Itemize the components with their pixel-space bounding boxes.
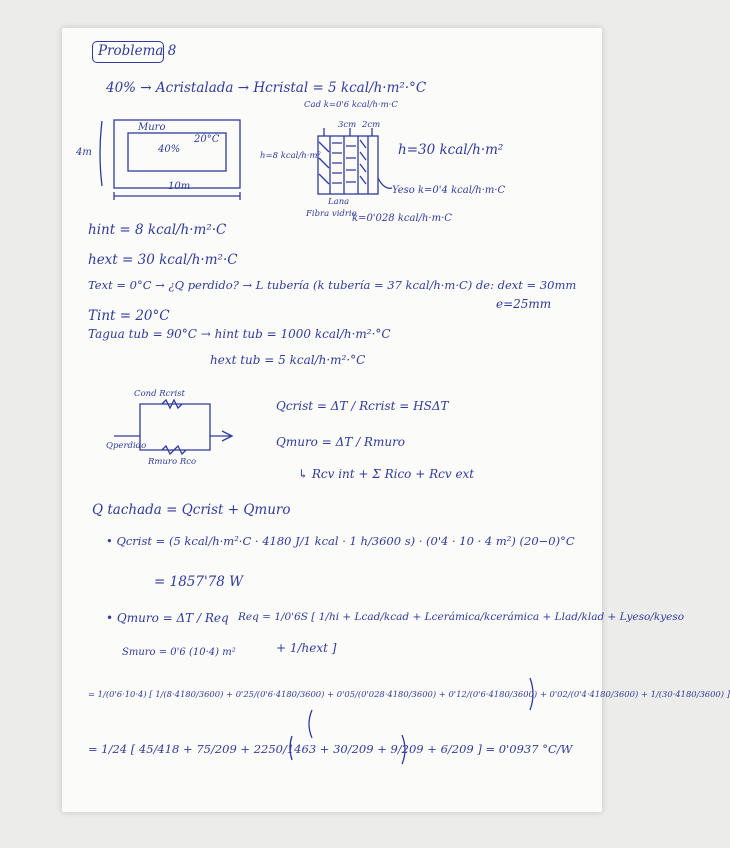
sketch-muro-label: Muro [138, 122, 166, 133]
notebook-page [62, 28, 730, 812]
req-line: Req = 1/0'6S [ 1/hi + Lcad/kcad + Lcerámica/kcerámica + Llad/klad + Lyeso/kyeso [238, 611, 685, 623]
hext-line: hext = 30 kcal/h·m²·C [88, 252, 238, 268]
wall-hi-label: h=8 kcal/h·m² [260, 151, 321, 161]
qmuro-equation: Qmuro = ΔT / Rmuro [276, 435, 406, 449]
hint-line: hint = 8 kcal/h·m²·C [88, 222, 227, 238]
wall-lana-label: Lana [328, 197, 350, 207]
e-line: e=25mm [496, 297, 552, 311]
line-acristalada: 40% → Acristalada → Hcristal = 5 kcal/h·m²·°C [106, 80, 427, 96]
qmuro-calc: • Qmuro = ΔT / Req [106, 611, 229, 625]
req-result: = 1/24 [ 45/418 + 75/209 + 2250/1463 + 30/209 + 9/209 + 6/209 ] = 0'0937 °C/W [88, 742, 573, 756]
qtotal-line: Q tachada = Qcrist + Qmuro [92, 502, 291, 518]
req-line-2: + 1/hext ] [276, 641, 337, 655]
wall-fibra-label: Fibra vidrio [306, 209, 357, 219]
smuro-line: Smuro = 0'6 (10·4) m² [122, 647, 236, 658]
sketch-20c-label: 20°C [194, 134, 220, 145]
sketch-4m-label: 4m [76, 147, 92, 158]
qcrist-equation: Qcrist = ΔT / Rcrist = HSΔT [276, 399, 449, 413]
text-line: Text = 0°C → ¿Q perdido? → L tubería (k tubería = 37 kcal/h·m·C) de: dext = 30mm [88, 278, 577, 292]
wall-2cm-label: 2cm [362, 120, 381, 130]
wall-3cm-label: 3cm [338, 120, 357, 130]
req-numeric: = 1/(0'6·10·4) [ 1/(8·4180/3600) + 0'25/(0'6·4180/3600) + 0'05/(0'028·4180/3600) + 0'12/(0'6·4180/3600) + 0'02/(0'4·4180/3600) + 1/(30·4180/3600) ] [88, 689, 730, 699]
wall-he-label: h=30 kcal/h·m² [398, 142, 504, 158]
qcrist-value: = 1857'78 W [154, 574, 244, 590]
wall-cad-k-label: Cad k=0'6 kcal/h·m·C [304, 100, 398, 110]
sketch-10m-label: 10m [168, 181, 191, 192]
tagua-line: Tagua tub = 90°C → hint tub = 1000 kcal/h·m²·°C [88, 327, 391, 341]
sketch-40-label: 40% [158, 144, 181, 155]
wall-lana-k-label: k=0'028 kcal/h·m·C [352, 213, 452, 224]
circuit-left-label: Qperdido [106, 441, 147, 451]
wall-yeso-label: Yeso k=0'4 kcal/h·m·C [392, 185, 506, 196]
circuit-bottom-label: Rmuro Rco [148, 457, 197, 467]
rmuro-sum: ↳ Rcv int + Σ Rico + Rcv ext [298, 467, 475, 481]
qcrist-calc: • Qcrist = (5 kcal/h·m²·C · 4180 J/1 kcal · 1 h/3600 s) · (0'4 · 10 · 4 m²) (20−0)°C [106, 534, 575, 548]
page-title: Problema 8 [98, 43, 177, 59]
tint-line: Tint = 20°C [88, 308, 170, 324]
circuit-top-label: Cond Rcrist [134, 389, 185, 399]
hext-tub-line: hext tub = 5 kcal/h·m²·°C [210, 353, 366, 367]
